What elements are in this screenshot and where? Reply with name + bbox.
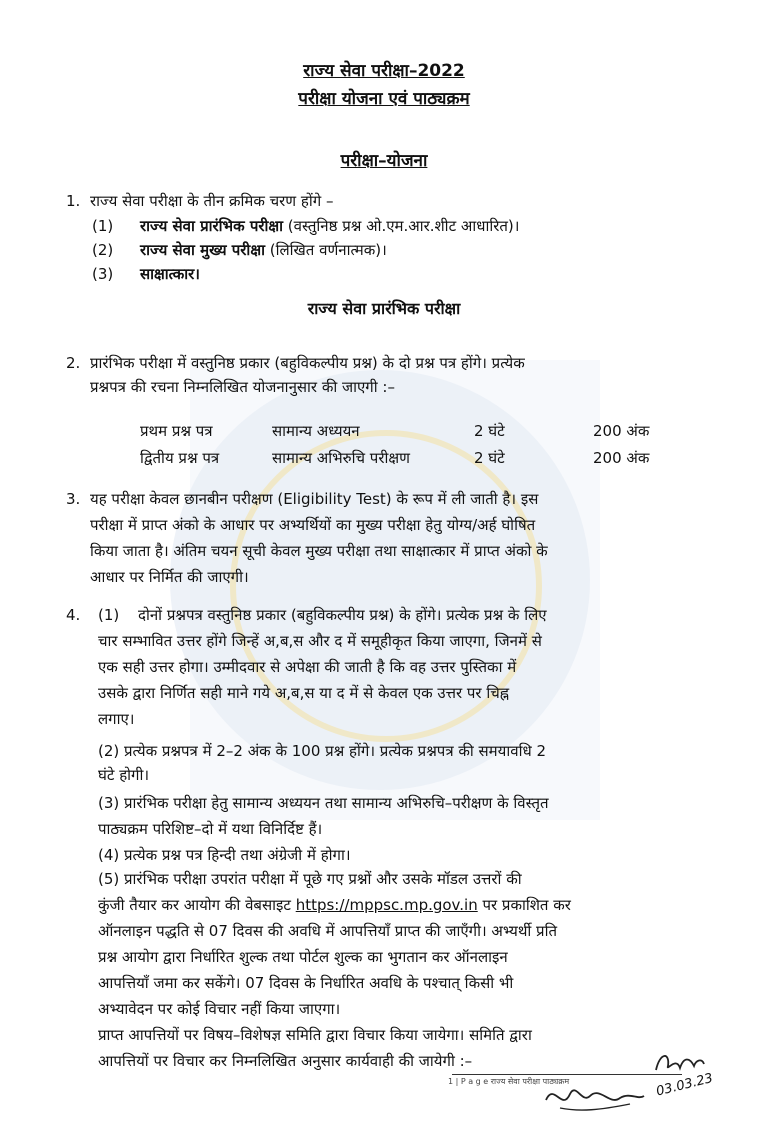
item-number: 3. <box>66 490 81 508</box>
item-line: घंटे होगी। <box>98 766 150 784</box>
paper-marks: 200 अंक <box>593 422 650 440</box>
item-text: राज्य सेवा परीक्षा के तीन क्रमिक चरण होंगे – <box>90 192 334 210</box>
item-line: परीक्षा में प्राप्त अंको के आधार पर अभ्यर्थियों का मुख्य परीक्षा हेतु योग्य/अर्ह घोषित <box>90 516 536 534</box>
sub-item-text: राज्य सेवा मुख्य परीक्षा (लिखित वर्णनात्मक)। <box>140 241 387 259</box>
item-line: अभ्यावेदन पर कोई विचार नहीं किया जाएगा। <box>98 1000 341 1018</box>
document-title: राज्य सेवा परीक्षा–2022 <box>303 61 465 81</box>
sub-item-number: (2) <box>92 241 114 259</box>
item-line: (4) प्रत्येक प्रश्न पत्र हिन्दी तथा अंग्रेजी में होगा। <box>98 846 351 864</box>
item-line: लगाए। <box>98 710 135 728</box>
item-line: आपत्तियों पर विचार कर निम्नलिखित अनुसार कार्यवाही की जायेगी :– <box>98 1052 473 1070</box>
item-number: 2. <box>66 354 81 372</box>
item-number: 1. <box>66 192 81 210</box>
item-line: प्राप्त आपत्तियों पर विषय–विशेषज्ञ समिति द्वारा विचार किया जायेगा। समिति द्वारा <box>98 1026 532 1044</box>
paper-duration: 2 घंटे <box>474 422 505 440</box>
item-line: प्रारंभिक परीक्षा में वस्तुनिष्ठ प्रकार (बहुविकल्पीय प्रश्न) के दो प्रश्न पत्र होंगे। प्रत्येक <box>90 354 525 372</box>
prelim-heading: राज्य सेवा प्रारंभिक परीक्षा <box>307 299 461 318</box>
paper-duration: 2 घंटे <box>474 449 505 467</box>
signature-mark <box>540 1060 650 1120</box>
signature-date: 03.03.23 <box>654 1070 715 1100</box>
item-line: चार सम्भावित उत्तर होंगे जिन्हें अ,ब,स और द में समूहीकृत किया जाएगा, जिनमें से <box>98 632 542 650</box>
sub-item-number: (3) <box>92 265 114 283</box>
paper-marks: 200 अंक <box>593 449 650 467</box>
item-line: प्रश्नपत्र की रचना निम्नलिखित योजनानुसार की जाएगी :– <box>90 378 395 396</box>
sub-item-text: राज्य सेवा प्रारंभिक परीक्षा (वस्तुनिष्ठ प्रश्न ओ.एम.आर.शीट आधारित)। <box>140 217 520 235</box>
item-line: (2) प्रत्येक प्रश्नपत्र में 2–2 अंक के 100 प्रश्न होंगे। प्रत्येक प्रश्नपत्र की समयावधि 2 <box>98 742 546 760</box>
item-number: 4. <box>66 606 81 624</box>
sub-item-text: साक्षात्कार। <box>140 265 200 283</box>
item-line: (3) प्रारंभिक परीक्षा हेतु सामान्य अध्ययन तथा सामान्य अभिरुचि–परीक्षण के विस्तृत <box>98 794 549 812</box>
item-line: उसके द्वारा निर्णित सही माने गये अ,ब,स या द में से केवल एक उत्तर पर चिह्न <box>98 684 510 702</box>
item-line: (5) प्रारंभिक परीक्षा उपरांत परीक्षा में पूछे गए प्रश्नों और उसके मॉडल उत्तरों की <box>98 870 522 888</box>
item-line: प्रश्न आयोग द्वारा निर्धारित शुल्क तथा पोर्टल शुल्क का भुगतान कर ऑनलाइन <box>98 948 508 966</box>
sub-item-number: (1) <box>92 217 114 235</box>
item-line: ऑनलाइन पद्धति से 07 दिवस की अवधि में आपत्तियाँ प्राप्त की जाएँगी। अभ्यर्थी प्रति <box>98 922 558 940</box>
paper-subject: सामान्य अध्ययन <box>272 422 360 440</box>
paper-subject: सामान्य अभिरुचि परीक्षण <box>272 449 410 467</box>
website-link[interactable]: https://mppsc.mp.gov.in <box>295 896 478 914</box>
item-line: एक सही उत्तर होगा। उम्मीदवार से अपेक्षा की जाती है कि वह उत्तर पुस्तिका में <box>98 658 517 676</box>
paper-name: प्रथम प्रश्न पत्र <box>140 422 213 440</box>
item-line: किया जाता है। अंतिम चयन सूची केवल मुख्य परीक्षा तथा साक्षात्कार में प्राप्त अंको के <box>90 542 548 560</box>
item-line: यह परीक्षा केवल छानबीन परीक्षण (Eligibility Test) के रूप में ली जाती है। इस <box>90 490 539 508</box>
item-line: आधार पर निर्मित की जाएगी। <box>90 568 249 586</box>
paper-name: द्वितीय प्रश्न पत्र <box>140 449 220 467</box>
page-footer: 1 | P a g e राज्य सेवा परीक्षा पाठ्यक्रम <box>448 1077 570 1086</box>
item-line: दोनों प्रश्नपत्र वस्तुनिष्ठ प्रकार (बहुविकल्पीय प्रश्न) के होंगे। प्रत्येक प्रश्न के लिए <box>138 606 547 624</box>
item-line: आपत्तियाँ जमा कर सकेंगे। 07 दिवस के निर्धारित अवधि के पश्चात् किसी भी <box>98 974 514 992</box>
section-title: परीक्षा–योजना <box>340 151 428 171</box>
sub-item-number: (1) <box>98 606 120 624</box>
document-subtitle: परीक्षा योजना एवं पाठ्यक्रम <box>298 89 470 109</box>
item-line: पाठ्यक्रम परिशिष्ट–दो में यथा विनिर्दिष्ट हैं। <box>98 820 323 838</box>
item-line: कुंजी तैयार कर आयोग की वेबसाइट https://mppsc.mp.gov.in पर प्रकाशित कर <box>98 896 571 914</box>
